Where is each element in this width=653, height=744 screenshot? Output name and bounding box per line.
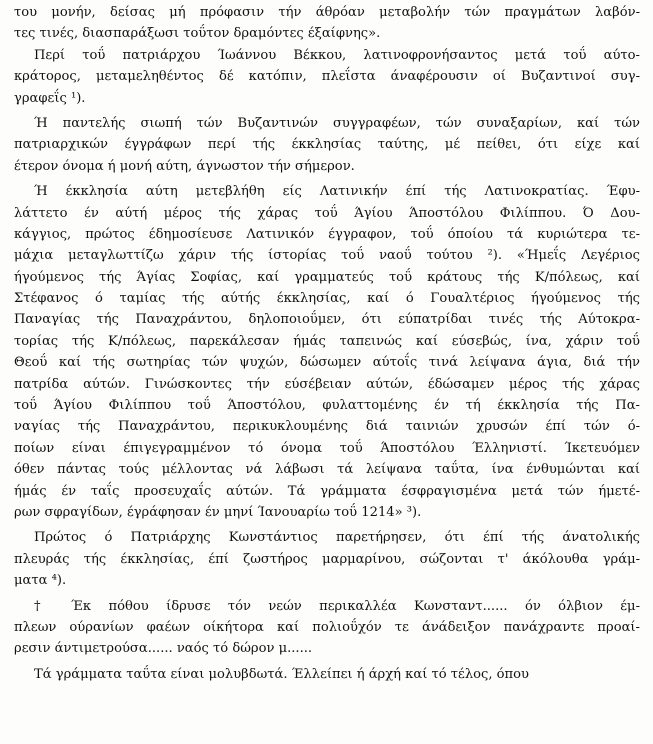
paragraph-bekkos [14,45,640,109]
text-line: γραφεΐς ¹). [14,90,86,106]
paragraph-patriarch-observation [14,527,640,591]
text-line: Τά γράμματα ταΰτα είναι μολυβδωτά. Έλλείπει ή άρχή καί τό τέλος, όπου [34,666,529,682]
text-line: ήμάς έν ταΐς προσευχαΐς αύτών. Τά γράμματα έσφραγισμένα μετά τών ήμετέ- [14,483,640,499]
text-line: του μονήν, δείσας μή πρόφασιν τήν άθρόαν μεταβολήν τών πραγμάτων λαβόν- [14,5,640,20]
text-line: λάττετο έν αύτή μέρος τής χάρας τοΰ Άγίου Άποστόλου Φιλίππου. Ό Δου- [14,205,640,221]
text-line: μάχια μεταγλωττίζω χάριν τής ίστορίας τοΰ ναοΰ τούτου ²). «Ήμεΐς Λεγέριος [14,248,640,264]
text-line: ποίων είναι έπιγεγραμμένον τό όνομα τοΰ Άποστόλου Έλληνιστί. Ίκετευόμεν [14,440,640,456]
text-line: Περί τοΰ πατριάρχου Ίωάννου Βέκκου, λατινοφρονήσαντος μετά τοΰ αύτο- [34,47,640,63]
paragraph-lead-letters [14,664,640,685]
paragraph-inscription [14,596,640,660]
text-line: κάγγιος, πρώτος έδημοσίευσε Λατινικόν έγγραφον, τοΰ όποίου τά κυριώτερα τε- [14,226,640,242]
text-line: πατριαρχικών έγγράφων περί τής έκκλησίας ταύτης, μέ πείθει, ότι είχε καί [14,137,640,153]
text-line: Θεοΰ καί τής σωτηρίας τών ψυχών, δώσωμεν αύτοΐς τινά λείψανα άγια, διά τήν [14,355,640,371]
text-line: ήγούμενος τής Άγίας Σοφίας, καί γραμματεύς τοΰ κράτους τής Κ/πόλεως, καί [14,269,640,285]
text-line: ρεσιν άντιμετρούσα...... ναός τό δώρον μ...... [14,641,313,657]
text-line: όθεν πάντας τούς μέλλοντας νά λάβωσι τά λείψανα ταΰτα, ίνα ένθυμώνται καί [14,462,640,478]
text-line: Ή έκκλησία αύτη μετεβλήθη είς Λατινικήν έπί τής Λατινοκρατίας. Έφυ- [34,184,640,200]
paragraph-monastery-fear [14,2,640,45]
text-line: πλευράς τής έκκλησίας, έπί ζωστήρος μαρμαρίνου, σώζονται τ' άκόλουθα γράμ- [14,551,640,567]
text-line: † Έκ πόθου ίδρυσε τόν νεών περικαλλέα Κωνσταντ...... όν όλβιον έμ- [34,598,640,614]
text-line: κράτορος, μεταμεληθέντος δέ κατόπιν, πλεΐστα άναφέρουσιν οί Βυζαντινοί συγ- [14,69,640,85]
text-line: τες τινές, διασπαράξωσι τοΰτον δραμόντες έξαίφνης». [14,26,381,42]
body-text [14,2,640,685]
paragraph-silence [14,113,640,177]
text-line: τοΰ Άγίου Φιλίππου τοΰ Άποστόλου, φυλαττομένης έν τή έκκλησία τής Πα- [14,398,640,414]
text-line: Στέφανος ό ταμίας τής αύτής έκκλησίας, καί ό Γουαλτέριος ήγούμενος τής [14,291,640,307]
text-line: ναγίας τής Παναχράντου, περικυκλουμένης διά ταινιών χρυσών έπί τών ό- [14,419,640,435]
text-line: πατρίδα αύτών. Γινώσκοντες τήν εύσέβειαν αύτών, έδώσαμεν μέρος τής χάρας [14,376,640,392]
text-line: πλεων ούρανίων φαέων οίκήτορα καί πολιοΰχόν τε άνάδειξον πανάχραντε προαί- [14,619,640,635]
text-line: ματα ⁴). [14,573,67,589]
text-line: Πρώτος ό Πατριάρχης Κωνστάντιος παρετήρησεν, ότι έπί τής άνατολικής [34,530,640,546]
text-line: Ή παντελής σιωπή τών Βυζαντινών συγγραφέων, τών συναξαρίων, καί τών [34,115,640,131]
text-line: ρων σφραγίδων, έγράφησαν έν μηνί Ίανουαρίω τοΰ 1214» ³). [14,504,422,520]
text-line: Παναγίας τής Παναχράντου, δηλοποιοΰμεν, ότι εύπατρίδαι τινές τής Αύτοκρα- [14,312,640,328]
text-line: έτερον όνομα ή μονή αύτη, άγνωστον τήν σήμερον. [14,158,355,174]
text-line: τορίας τής Κ/πόλεως, παρεκάλεσαν ήμάς ταπεινώς καί εύσεβώς, ίνα, χάριν τοΰ [14,333,640,349]
paragraph-latin-document [14,181,640,523]
